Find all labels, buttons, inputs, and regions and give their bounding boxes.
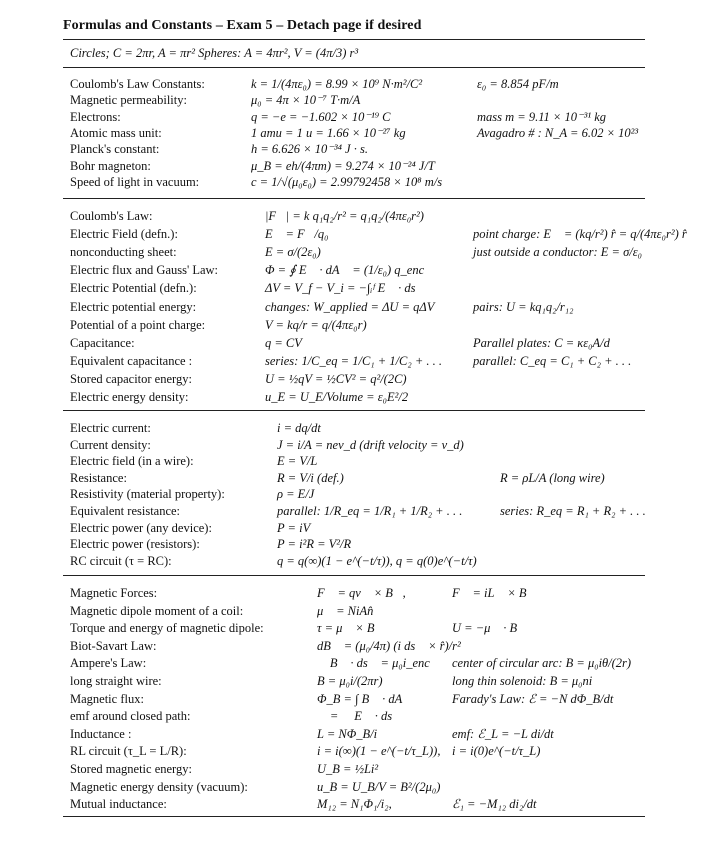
electrostatics-extra-formula: just outside a conductor: E = σ/ε₀ [473,245,642,259]
magnetism-formula: dB⃗ = (μ₀/4π) (i ds⃗ × r̂)/r² [317,639,461,653]
magnetism-label: Stored magnetic energy: [70,762,192,776]
circuits-formula: P = iV [277,521,311,535]
magnetism-formula: L = NΦ_B/i [317,727,378,741]
constants-formula: 1 amu = 1 u = 1.66 × 10⁻²⁷ kg [251,126,406,140]
electrostatics-formula: Φ = ∮ E⃗ · dA⃗ = (1/ε₀) q_enc [265,263,425,277]
magnetism-formula: i = i(∞)(1 − e^(−t/τ_L)), [317,744,441,758]
circles-spheres-formulas: Circles; C = 2πr, A = πr² Spheres: A = 4πr², V = (4π/3) r³ [70,46,359,60]
electrostatics-label: Capacitance: [70,336,135,350]
electrostatics-extra-formula: parallel: C_eq = C₁ + C₂ + . . . [473,354,632,368]
electrostatics-label: Coulomb's Law: [70,209,153,223]
circuits-formula: ρ = E/J [277,487,315,501]
magnetism-formula: F⃗ = qv⃗ × B⃗, [317,586,406,600]
electrostatics-formula: series: 1/C_eq = 1/C₁ + 1/C₂ + . . . [265,354,443,368]
constants-formula: μ₀ = 4π × 10⁻⁷ T·m/A [251,93,361,107]
electrostatics-extra-formula: pairs: U = kq₁q₂/r₁₂ [473,300,574,314]
magnetism-formula: μ⃗ = NiAn̂ [317,604,374,618]
magnetism-extra-formula: long thin solenoid: B = μ₀ni [452,674,593,688]
magnetism-label: Mutual inductance: [70,797,167,811]
constants-label: Planck's constant: [70,142,160,156]
electrostatics-formula: u_E = U_E/Volume = ε₀E²/2 [265,390,409,404]
circuits-formula: P = i²R = V²/R [277,537,352,551]
magnetism-label: RL circuit (τ_L = L/R): [70,744,187,758]
electrostatics-extra-formula: Parallel plates: C = κε₀A/d [473,336,610,350]
magnetism-formula: B = μ₀i/(2πr) [317,674,383,688]
circuits-formula: R = V/i (def.) [277,471,344,485]
circuits-label: RC circuit (τ = RC): [70,554,172,568]
magnetism-extra-formula: center of circular arc: B = μ₀iθ/(2r) [452,656,632,670]
divider [63,67,645,68]
circuits-formula: E = V/L [277,454,318,468]
electrostatics-label: Electric Field (defn.): [70,227,178,241]
magnetism-formula: ∮ B⃗ · ds⃗ = μ₀i_enc [317,656,430,670]
divider [63,816,645,817]
electrostatics-formula: E⃗ = F⃗/q₀ [265,227,329,241]
magnetism-extra-formula: emf: ℰ_L = −L di/dt [452,727,554,741]
magnetism-formula: u_B = U_B/V = B²/(2μ₀) [317,780,441,794]
constants-formula: h = 6.626 × 10⁻³⁴ J · s. [251,142,368,156]
electrostatics-formula: E = σ/(2ε₀) [265,245,321,259]
magnetism-label: Torque and energy of magnetic dipole: [70,621,264,635]
electrostatics-label: Electric Potential (defn.): [70,281,197,295]
circuits-label: Resistivity (material property): [70,487,225,501]
electrostatics-formula: q = CV [265,336,302,350]
circuits-label: Equivalent resistance: [70,504,181,518]
divider [63,575,645,576]
circuits-extra-formula: series: R_eq = R₁ + R₂ + . . . [500,504,646,518]
electrostatics-label: Electric potential energy: [70,300,197,314]
magnetism-label: Magnetic energy density (vacuum): [70,780,248,794]
electrostatics-extra-formula: point charge: E⃗ = (kq/r²) r̂ = q/(4πε₀r²) r̂ [473,227,687,241]
circuits-label: Resistance: [70,471,127,485]
electrostatics-formula: V = kq/r = q/(4πε₀r) [265,318,367,332]
constants-label: Bohr magneton: [70,159,151,173]
magnetism-formula: Φ_B = ∫ B⃗ · dA⃗ [317,692,412,706]
electrostatics-formula: U = ½qV = ½CV² = q²/(2C) [265,372,407,386]
magnetism-extra-formula: F⃗ = iL⃗ × B⃗ [452,586,537,600]
electrostatics-label: Electric energy density: [70,390,189,404]
constants-formula: μ_B = eh/(4πm) = 9.274 × 10⁻²⁴ J/T [251,159,435,173]
electrostatics-label: nonconducting sheet: [70,245,177,259]
magnetism-extra-formula: Farady's Law: ℰ = −N dΦ_B/dt [452,692,614,706]
magnetism-label: Magnetic dipole moment of a coil: [70,604,244,618]
magnetism-formula: U_B = ½Li² [317,762,379,776]
circuits-label: Electric current: [70,421,151,435]
circuits-extra-formula: R = ρL/A (long wire) [500,471,605,485]
magnetism-formula: τ = μ⃗ × B⃗ [317,621,385,635]
circuits-label: Electric power (resistors): [70,537,200,551]
electrostatics-label: Equivalent capacitance : [70,354,193,368]
constants-extra-formula: mass m = 9.11 × 10⁻³¹ kg [477,110,606,124]
constants-label: Coulomb's Law Constants: [70,77,205,91]
electrostatics-label: Potential of a point charge: [70,318,206,332]
constants-formula: k = 1/(4πε₀) = 8.99 × 10⁹ N·m²/C² [251,77,423,91]
divider [63,39,645,40]
constants-label: Speed of light in vacuum: [70,175,200,189]
magnetism-extra-formula: U = −μ⃗ · B⃗ [452,621,527,635]
constants-label: Electrons: [70,110,121,124]
circuits-label: Electric power (any device): [70,521,212,535]
constants-extra-formula: ε₀ = 8.854 pF/m [477,77,559,91]
electrostatics-formula: |F⃗| = k q₁q₂/r² = q₁q₂/(4πε₀r²) [265,209,424,223]
magnetism-extra-formula: i = i(0)e^(−t/τ_L) [452,744,541,758]
circuits-formula: q = q(∞)(1 − e^(−t/τ)), q = q(0)e^(−t/τ) [277,554,477,568]
magnetism-label: Magnetic Forces: [70,586,158,600]
constants-label: Magnetic permeability: [70,93,187,107]
electrostatics-label: Electric flux and Gauss' Law: [70,263,219,277]
magnetism-label: Biot-Savart Law: [70,639,157,653]
circuits-label: Current density: [70,438,151,452]
magnetism-extra-formula: ℰ₁ = −M₁₂ di₂/dt [452,797,537,811]
divider [63,198,645,199]
constants-formula: c = 1/√(μ₀ε₀) = 2.99792458 × 10⁸ m/s [251,175,443,189]
constants-label: Atomic mass unit: [70,126,162,140]
constants-formula: q = −e = −1.602 × 10⁻¹⁹ C [251,110,391,124]
circuits-formula: parallel: 1/R_eq = 1/R₁ + 1/R₂ + . . . [277,504,463,518]
magnetism-label: Ampere's Law: [70,656,147,670]
constants-extra-formula: Avagadro # : N_A = 6.02 × 10²³ [477,126,639,140]
electrostatics-formula: changes: W_applied = ΔU = qΔV [265,300,435,314]
divider [63,410,645,411]
magnetism-formula: M₁₂ = N₁Φ₁/i₂, [317,797,392,811]
electrostatics-label: Stored capacitor energy: [70,372,192,386]
magnetism-label: long straight wire: [70,674,162,688]
circuits-label: Electric field (in a wire): [70,454,194,468]
circuits-formula: J = i/A = nev_d (drift velocity = v_d) [277,438,464,452]
magnetism-label: Magnetic flux: [70,692,144,706]
magnetism-label: emf around closed path: [70,709,191,723]
magnetism-formula: ℰ = ∮ E⃗ · ds⃗ [317,709,402,723]
magnetism-label: Inductance : [70,727,132,741]
page-title: Formulas and Constants – Exam 5 – Detach page if desired [63,18,422,33]
circuits-formula: i = dq/dt [277,421,321,435]
electrostatics-formula: ΔV = V_f − V_i = −∫ᵢᶠ E⃗ · ds⃗ [265,281,426,295]
